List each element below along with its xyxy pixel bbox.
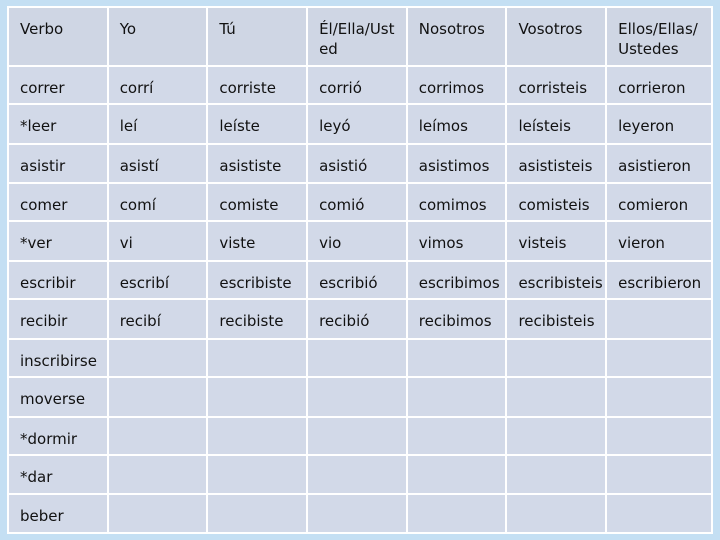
table-cell: leí <box>108 104 208 143</box>
table-cell <box>307 417 407 455</box>
header-row <box>8 7 712 66</box>
table-cell: *leer <box>8 104 108 143</box>
table-cell: asistí <box>108 144 208 183</box>
table-cell: recibiste <box>207 299 307 338</box>
preterite-conjugation-table <box>7 6 713 534</box>
table-cell: comieron <box>606 183 712 221</box>
table-cell <box>407 377 507 416</box>
table-cell <box>307 455 407 494</box>
table-cell <box>207 377 307 416</box>
table-cell: inscribirse <box>8 339 108 377</box>
table-cell: asistir <box>8 144 108 183</box>
table-cell: recibí <box>108 299 208 338</box>
table-cell: viste <box>207 221 307 260</box>
table-cell <box>307 494 407 533</box>
table-cell: leyeron <box>606 104 712 143</box>
table-cell: leíste <box>207 104 307 143</box>
table-row <box>8 339 712 377</box>
table-cell <box>506 455 606 494</box>
table-cell <box>108 417 208 455</box>
header-cell-tu: Tú <box>207 7 307 66</box>
table-cell <box>207 417 307 455</box>
table-cell: corrieron <box>606 66 712 104</box>
table-cell: comiste <box>207 183 307 221</box>
table-cell: recibió <box>307 299 407 338</box>
table-cell <box>506 417 606 455</box>
table-cell: corriste <box>207 66 307 104</box>
table-cell <box>606 417 712 455</box>
table-body <box>8 7 712 533</box>
table-cell: escribir <box>8 261 108 299</box>
table-cell <box>606 377 712 416</box>
table-cell: vieron <box>606 221 712 260</box>
table-cell: leímos <box>407 104 507 143</box>
table-cell: escribieron <box>606 261 712 299</box>
table-cell <box>606 299 712 338</box>
header-cell-yo: Yo <box>108 7 208 66</box>
table-cell <box>108 494 208 533</box>
header-cell-nosotros: Nosotros <box>407 7 507 66</box>
table-cell: asististeis <box>506 144 606 183</box>
table-cell: moverse <box>8 377 108 416</box>
table-cell <box>407 455 507 494</box>
table-cell: corrí <box>108 66 208 104</box>
table-cell: escribisteis <box>506 261 606 299</box>
table-cell: asistió <box>307 144 407 183</box>
table-cell <box>307 339 407 377</box>
table-cell: asistieron <box>606 144 712 183</box>
table-cell <box>207 494 307 533</box>
table-cell: *dormir <box>8 417 108 455</box>
table-cell: recibimos <box>407 299 507 338</box>
table-cell <box>606 494 712 533</box>
table-cell <box>506 494 606 533</box>
table-cell: beber <box>8 494 108 533</box>
table-row <box>8 183 712 221</box>
conjugation-table-frame <box>7 6 713 534</box>
table-cell <box>207 339 307 377</box>
table-cell: vio <box>307 221 407 260</box>
table-cell: leísteis <box>506 104 606 143</box>
table-cell: comisteis <box>506 183 606 221</box>
table-cell: recibir <box>8 299 108 338</box>
table-row <box>8 377 712 416</box>
table-cell <box>407 339 507 377</box>
table-cell <box>506 339 606 377</box>
table-row <box>8 144 712 183</box>
header-cell-verbo: Verbo <box>8 7 108 66</box>
table-cell: *ver <box>8 221 108 260</box>
table-cell <box>606 339 712 377</box>
table-cell <box>506 377 606 416</box>
table-cell: leyó <box>307 104 407 143</box>
table-cell: vimos <box>407 221 507 260</box>
table-cell: escribió <box>307 261 407 299</box>
table-cell: escribimos <box>407 261 507 299</box>
table-cell <box>108 339 208 377</box>
table-cell: correr <box>8 66 108 104</box>
table-row <box>8 104 712 143</box>
table-cell: corristeis <box>506 66 606 104</box>
table-cell <box>407 494 507 533</box>
table-cell <box>307 377 407 416</box>
table-row <box>8 66 712 104</box>
table-row <box>8 494 712 533</box>
table-cell: recibisteis <box>506 299 606 338</box>
table-cell: comer <box>8 183 108 221</box>
table-row <box>8 261 712 299</box>
table-row <box>8 417 712 455</box>
table-cell: corrimos <box>407 66 507 104</box>
table-cell <box>606 455 712 494</box>
table-row <box>8 299 712 338</box>
table-cell: visteis <box>506 221 606 260</box>
table-cell: asistimos <box>407 144 507 183</box>
table-cell <box>207 455 307 494</box>
header-cell-vosotros: Vosotros <box>506 7 606 66</box>
table-row <box>8 455 712 494</box>
table-cell: escribiste <box>207 261 307 299</box>
header-cell-el-ella-usted: Él/Ella/Ust ed <box>307 7 407 66</box>
table-cell: comió <box>307 183 407 221</box>
table-cell <box>108 377 208 416</box>
table-cell <box>108 455 208 494</box>
table-cell: asististe <box>207 144 307 183</box>
header-cell-ellos-ellas-ustedes: Ellos/Ellas/ Ustedes <box>606 7 712 66</box>
table-cell: comí <box>108 183 208 221</box>
table-cell: corrió <box>307 66 407 104</box>
table-row <box>8 221 712 260</box>
table-cell: *dar <box>8 455 108 494</box>
table-cell <box>407 417 507 455</box>
table-cell: comimos <box>407 183 507 221</box>
table-cell: escribí <box>108 261 208 299</box>
table-cell: vi <box>108 221 208 260</box>
